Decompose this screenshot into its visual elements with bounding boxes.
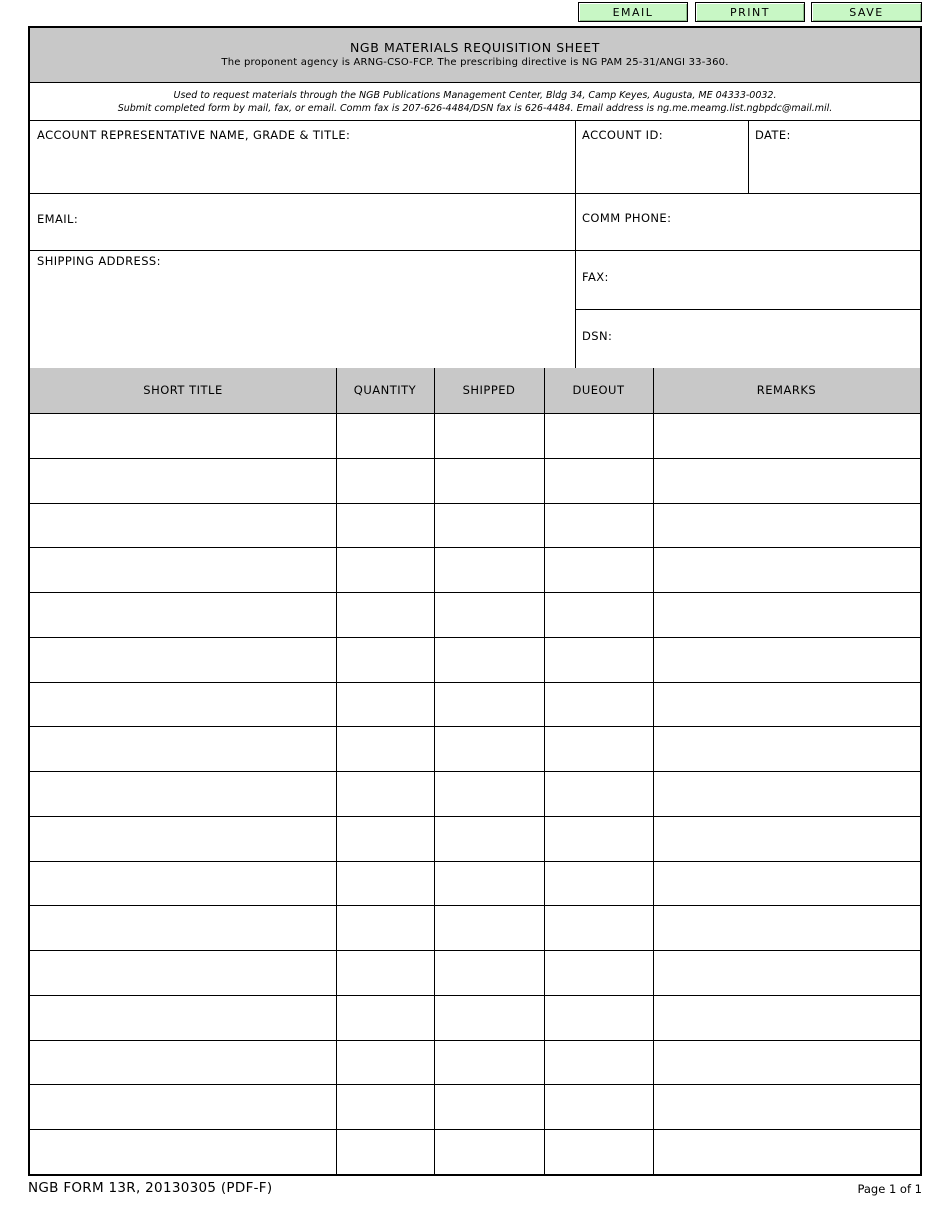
- cell-quantity-field[interactable]: [340, 777, 430, 810]
- cell-dueout-field[interactable]: [548, 911, 649, 944]
- dsn-field[interactable]: [620, 325, 912, 349]
- form-title: NGB MATERIALS REQUISITION SHEET: [349, 40, 600, 55]
- cell-shipped-field[interactable]: [438, 464, 540, 497]
- cell-quantity-field[interactable]: [340, 732, 430, 765]
- cell-remarks-field[interactable]: [657, 419, 916, 452]
- instructions-line-1: Used to request materials through the NGB Publications Management Center, Bldg 34, Camp Keyes, Augusta, ME 04333-0032.: [173, 90, 777, 101]
- cell-short-title-field[interactable]: [34, 509, 332, 542]
- cell-shipped-field[interactable]: [438, 643, 540, 676]
- cell-remarks-field[interactable]: [657, 956, 916, 989]
- cell-quantity-field[interactable]: [340, 911, 430, 944]
- cell-quantity-field[interactable]: [340, 553, 430, 586]
- cell-short-title-field[interactable]: [34, 911, 332, 944]
- row-divider: [30, 1084, 920, 1085]
- cell-quantity-field[interactable]: [340, 688, 430, 721]
- form-identifier: NGB FORM 13R, 20130305 (PDF-F): [28, 1180, 273, 1196]
- page-number: Page 1 of 1: [857, 1182, 922, 1196]
- fax-field[interactable]: [620, 266, 912, 290]
- cell-shipped-field[interactable]: [438, 911, 540, 944]
- cell-dueout-field[interactable]: [548, 1090, 649, 1123]
- column-header-short-title: SHORT TITLE: [143, 383, 223, 397]
- cell-dueout-field[interactable]: [548, 1046, 649, 1079]
- cell-shipped-field[interactable]: [438, 732, 540, 765]
- row-divider: [30, 1129, 920, 1130]
- form-subtitle: The proponent agency is ARNG-CSO-FCP. The prescribing directive is NG PAM 25-31/ANGI 33-360.: [221, 57, 729, 68]
- column-header-shipped: SHIPPED: [462, 383, 516, 397]
- shipping-address-label: SHIPPING ADDRESS:: [37, 254, 161, 268]
- cell-quantity-field[interactable]: [340, 1001, 430, 1034]
- row-divider: [30, 1040, 920, 1041]
- row-divider: [30, 995, 920, 996]
- cell-quantity-field[interactable]: [340, 956, 430, 989]
- comm-phone-field[interactable]: [680, 208, 912, 232]
- cell-short-title-field[interactable]: [34, 732, 332, 765]
- column-header-quantity: QUANTITY: [353, 383, 417, 397]
- cell-short-title-field[interactable]: [34, 1001, 332, 1034]
- instructions-line-2: Submit completed form by mail, fax, or email. Comm fax is 207-626-4484/DSN fax is 626-4484. Email address is ng.me.meamg.list.ngbpdc@mail.mil.: [117, 103, 833, 114]
- row-divider: [30, 771, 920, 772]
- cell-quantity-field[interactable]: [340, 1046, 430, 1079]
- cell-remarks-field[interactable]: [657, 1090, 916, 1123]
- cell-short-title-field[interactable]: [34, 956, 332, 989]
- cell-short-title-field[interactable]: [34, 1046, 332, 1079]
- cell-remarks-field[interactable]: [657, 509, 916, 542]
- cell-quantity-field[interactable]: [340, 464, 430, 497]
- cell-short-title-field[interactable]: [34, 419, 332, 452]
- cell-remarks-field[interactable]: [657, 688, 916, 721]
- account-id-label: ACCOUNT ID:: [582, 128, 663, 142]
- cell-short-title-field[interactable]: [34, 777, 332, 810]
- cell-dueout-field[interactable]: [548, 867, 649, 900]
- cell-dueout-field[interactable]: [548, 732, 649, 765]
- email-button[interactable]: EMAIL: [578, 2, 688, 22]
- cell-short-title-field[interactable]: [34, 688, 332, 721]
- cell-dueout-field[interactable]: [548, 777, 649, 810]
- cell-remarks-field[interactable]: [657, 911, 916, 944]
- date-field[interactable]: [755, 150, 913, 188]
- cell-quantity-field[interactable]: [340, 509, 430, 542]
- cell-short-title-field[interactable]: [34, 598, 332, 631]
- row-divider: [30, 726, 920, 727]
- row-divider: [30, 861, 920, 862]
- cell-remarks-field[interactable]: [657, 1001, 916, 1034]
- date-label: DATE:: [755, 128, 791, 142]
- cell-shipped-field[interactable]: [438, 509, 540, 542]
- row-divider: [30, 950, 920, 951]
- cell-shipped-field[interactable]: [438, 1135, 540, 1168]
- cell-dueout-field[interactable]: [548, 464, 649, 497]
- row-divider: [30, 458, 920, 459]
- cell-short-title-field[interactable]: [34, 464, 332, 497]
- cell-remarks-field[interactable]: [657, 1046, 916, 1079]
- cell-remarks-field[interactable]: [657, 1135, 916, 1168]
- cell-dueout-field[interactable]: [548, 688, 649, 721]
- cell-shipped-field[interactable]: [438, 822, 540, 855]
- cell-quantity-field[interactable]: [340, 643, 430, 676]
- requisition-form: [28, 26, 922, 1176]
- cell-shipped-field[interactable]: [438, 956, 540, 989]
- cell-remarks-field[interactable]: [657, 867, 916, 900]
- cell-short-title-field[interactable]: [34, 1135, 332, 1168]
- cell-short-title-field[interactable]: [34, 867, 332, 900]
- cell-dueout-field[interactable]: [548, 822, 649, 855]
- account-rep-label: ACCOUNT REPRESENTATIVE NAME, GRADE & TITLE:: [37, 128, 351, 142]
- row-divider: [30, 682, 920, 683]
- row-divider: [30, 503, 920, 504]
- cell-dueout-field[interactable]: [548, 1001, 649, 1034]
- email-label: EMAIL:: [37, 212, 79, 226]
- dsn-label: DSN:: [582, 329, 613, 343]
- row-divider: [30, 637, 920, 638]
- cell-remarks-field[interactable]: [657, 777, 916, 810]
- cell-shipped-field[interactable]: [438, 1001, 540, 1034]
- cell-quantity-field[interactable]: [340, 1090, 430, 1123]
- cell-remarks-field[interactable]: [657, 598, 916, 631]
- cell-quantity-field[interactable]: [340, 598, 430, 631]
- row-divider: [30, 547, 920, 548]
- cell-quantity-field[interactable]: [340, 822, 430, 855]
- cell-short-title-field[interactable]: [34, 553, 332, 586]
- comm-phone-label: COMM PHONE:: [582, 211, 672, 225]
- cell-quantity-field[interactable]: [340, 867, 430, 900]
- save-button[interactable]: SAVE: [811, 2, 922, 22]
- cell-quantity-field[interactable]: [340, 1135, 430, 1168]
- instructions: [30, 84, 920, 120]
- cell-dueout-field[interactable]: [548, 1135, 649, 1168]
- column-header-dueout: DUEOUT: [572, 383, 625, 397]
- row-divider: [30, 816, 920, 817]
- cell-short-title-field[interactable]: [34, 1090, 332, 1123]
- cell-shipped-field[interactable]: [438, 688, 540, 721]
- cell-shipped-field[interactable]: [438, 598, 540, 631]
- fax-label: FAX:: [582, 270, 609, 284]
- cell-remarks-field[interactable]: [657, 822, 916, 855]
- cell-remarks-field[interactable]: [657, 643, 916, 676]
- shipping-address-field[interactable]: [37, 274, 567, 362]
- cell-dueout-field[interactable]: [548, 553, 649, 586]
- cell-remarks-field[interactable]: [657, 553, 916, 586]
- cell-dueout-field[interactable]: [548, 643, 649, 676]
- cell-shipped-field[interactable]: [438, 553, 540, 586]
- cell-short-title-field[interactable]: [34, 822, 332, 855]
- cell-remarks-field[interactable]: [657, 732, 916, 765]
- account-rep-field[interactable]: [37, 150, 567, 188]
- cell-dueout-field[interactable]: [548, 956, 649, 989]
- print-button[interactable]: PRINT: [695, 2, 805, 22]
- form-header: [30, 28, 920, 83]
- cell-dueout-field[interactable]: [548, 419, 649, 452]
- cell-quantity-field[interactable]: [340, 419, 430, 452]
- account-id-field[interactable]: [582, 150, 742, 188]
- cell-short-title-field[interactable]: [34, 643, 332, 676]
- cell-shipped-field[interactable]: [438, 419, 540, 452]
- row-divider: [30, 592, 920, 593]
- cell-shipped-field[interactable]: [438, 1090, 540, 1123]
- cell-shipped-field[interactable]: [438, 1046, 540, 1079]
- cell-shipped-field[interactable]: [438, 777, 540, 810]
- email-field[interactable]: [90, 208, 568, 232]
- cell-dueout-field[interactable]: [548, 509, 649, 542]
- cell-shipped-field[interactable]: [438, 867, 540, 900]
- column-header-remarks: REMARKS: [756, 383, 817, 397]
- cell-remarks-field[interactable]: [657, 464, 916, 497]
- row-divider: [30, 905, 920, 906]
- cell-dueout-field[interactable]: [548, 598, 649, 631]
